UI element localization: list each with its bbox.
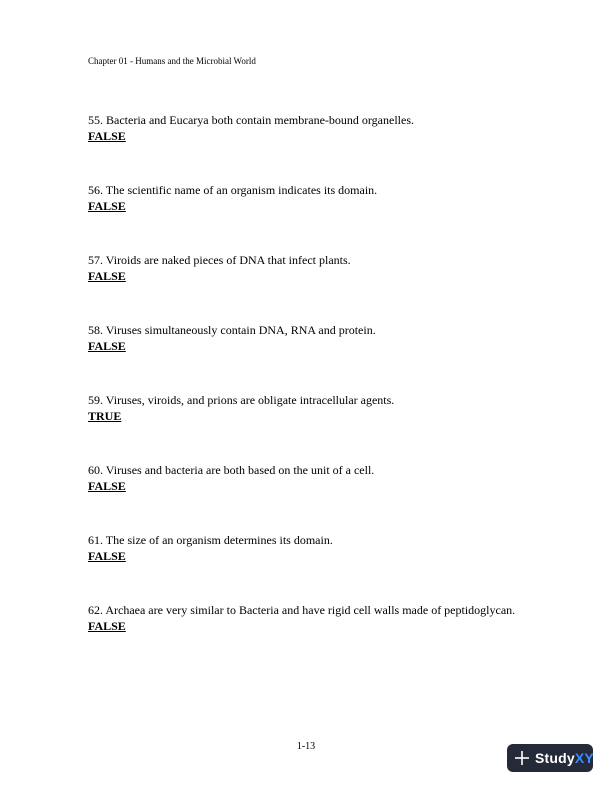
question-text: 55. Bacteria and Eucarya both contain membrane-bound organelles. [88,113,414,127]
answer-label: FALSE [88,619,126,633]
answer-label: FALSE [88,199,126,213]
question-62 [88,603,558,635]
question-55 [88,113,558,145]
page-number: 1-13 [296,741,316,752]
question-61 [88,533,558,565]
question-59 [88,393,558,425]
answer-label: FALSE [88,549,126,563]
answer-label: FALSE [88,479,126,493]
question-text: 57. Viroids are naked pieces of DNA that infect plants. [88,253,351,267]
question-57 [88,253,558,285]
question-text: 56. The scientific name of an organism indicates its domain. [88,183,378,197]
brand-main: Study [535,750,575,766]
answer-label: FALSE [88,269,126,283]
page-header: Chapter 01 - Humans and the Microbial World [88,56,256,66]
plus-icon [515,751,529,765]
answer-label: FALSE [88,129,126,143]
question-56 [88,183,558,215]
question-text: 60. Viruses and bacteria are both based on the unit of a cell. [88,463,375,477]
question-text: 59. Viruses, viroids, and prions are obligate intracellular agents. [88,393,395,407]
question-text: 62. Archaea are very similar to Bacteria and have rigid cell walls made of peptidoglycan. [88,603,516,617]
answer-label: TRUE [88,409,122,423]
question-58 [88,323,558,355]
question-text: 58. Viruses simultaneously contain DNA, RNA and protein. [88,323,376,337]
brand-logo [535,750,594,766]
question-60 [88,463,558,495]
studyxy-badge[interactable] [507,744,593,772]
brand-accent: XY [574,750,594,766]
question-text: 61. The size of an organism determines its domain. [88,533,333,547]
answer-label: FALSE [88,339,126,353]
